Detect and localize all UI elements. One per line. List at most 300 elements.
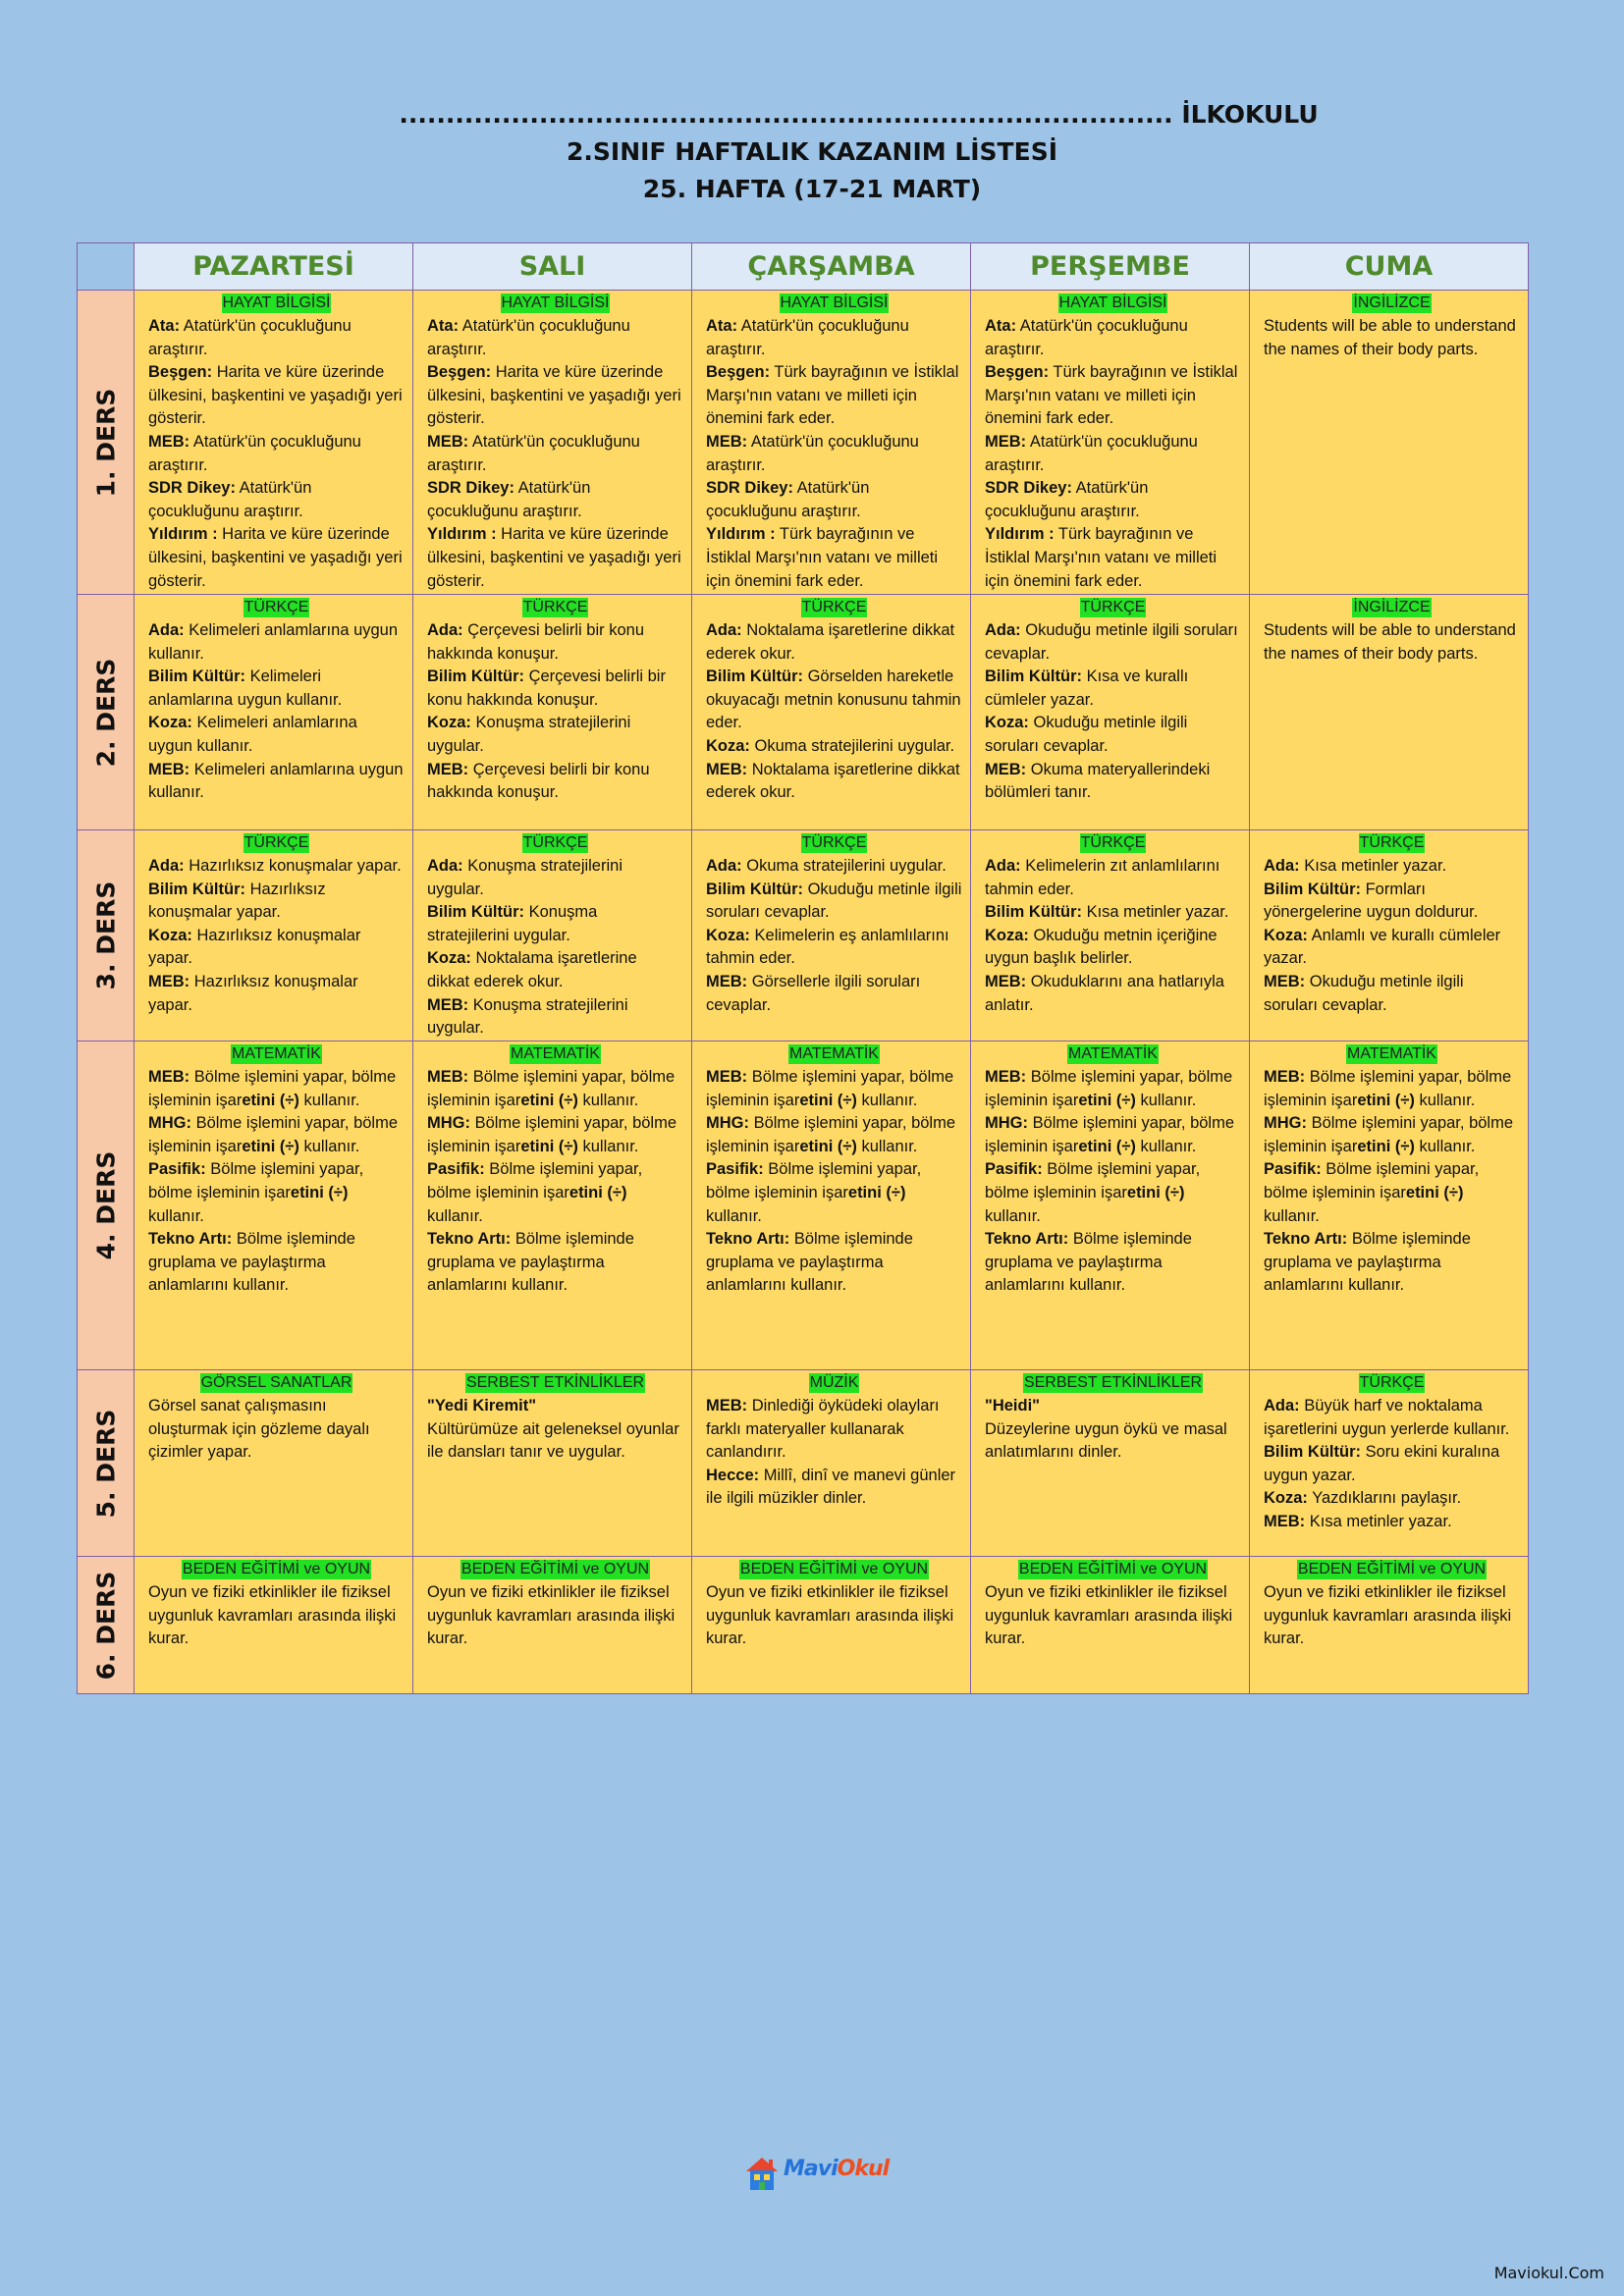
publisher-label: MEB: [148,972,190,990]
subject-label: TÜRKÇE [522,834,588,851]
lesson-label [78,291,135,595]
outcome-entry [427,477,683,523]
outcome-text: Çerçevesi belirli bir konu hakkında konuşur. [427,621,644,663]
publisher-label: Beşgen: [706,363,771,382]
publisher-label: Ata: [148,317,181,335]
publisher-label: Beşgen: [148,363,213,382]
outcome-text: Oyun ve fiziki etkinlikler ile fiziksel uygunluk kavramları arasında ilişki kurar. [985,1583,1233,1648]
outcome-text: Konuşma stratejilerini uygular. [427,857,623,898]
outcome-text-bold: etini (÷) [1078,1091,1136,1109]
publisher-label: Yıldırım : [148,525,218,544]
schedule-row [78,291,1529,595]
outcome-text: Millî, dinî ve manevi günler ile ilgili müzikler dinler. [706,1466,956,1508]
outcome-entry [1264,925,1520,971]
corner-cell [78,243,135,291]
outcome-text-tail: kullanır. [577,1137,639,1155]
publisher-label: MEB: [706,1397,748,1415]
outcome-text: Kelimeleri anlamlarına uygun kullanır. [148,714,357,755]
outcome-text-bold: etini (÷) [242,1091,299,1109]
lesson-label-text: 2. DERS [91,658,120,767]
outcome-text: Türk bayrağının ve İstiklal Marşı'nın vatanı ve milleti için önemini fark eder. [706,525,939,590]
outcome-text: Bölme işlemini yapar, bölme işleminin işar [706,1114,956,1155]
outcome-entry [706,1228,962,1298]
outcome-text-bold: etini (÷) [520,1091,578,1109]
outcome-text: Bölme işlemini yapar, bölme işleminin işar [985,1160,1201,1201]
outcome-text: Okuduğu metinle ilgili soruları cevaplar. [985,714,1188,755]
outcome-entry [706,1112,962,1158]
outcome-text: Görsel sanat çalışmasını oluşturmak için gözleme dayalı çizimler yapar. [148,1397,370,1462]
outcome-text: Hazırlıksız konuşmalar yapar. [148,926,361,968]
subject-heading [985,1042,1241,1066]
outcome-entry [1264,619,1520,666]
subject-heading [706,1042,962,1066]
publisher-label: Ata: [427,317,460,335]
publisher-label: Koza: [706,926,750,944]
publisher-label: Koza: [427,949,471,968]
outcome-entry [706,735,962,759]
schedule-cell [135,291,413,595]
subject-label: MÜZİK [809,1374,859,1391]
publisher-label: MHG: [706,1114,749,1133]
outcome-entry [1264,1511,1520,1534]
outcome-text-bold: etini (÷) [799,1137,857,1155]
subject-heading [706,1371,962,1395]
publisher-label: MEB: [427,760,469,778]
publisher-label: Ada: [148,621,185,639]
outcome-entry [148,477,405,523]
lesson-label [78,1370,135,1557]
outcome-entry [148,1395,405,1465]
outcome-text: Bölme işlemini yapar, bölme işleminin işar [1264,1114,1514,1155]
outcome-text: Bölme işleminde gruplama ve paylaştırma anlamlarını kullanır. [706,1230,913,1295]
subject-label: TÜRKÇE [801,599,867,615]
outcome-text: Atatürk'ün çocukluğunu araştırır. [427,479,591,520]
schedule-row [78,830,1529,1041]
publisher-label: Bilim Kültür: [1264,1443,1361,1462]
publisher-label: Hecce: [706,1466,760,1484]
publisher-label: Pasifik: [985,1160,1043,1179]
outcome-text: Atatürk'ün çocukluğunu araştırır. [706,432,919,474]
outcome-text-tail: kullanır. [856,1137,918,1155]
publisher-label: Ata: [706,317,738,335]
outcome-text: Atatürk'ün çocukluğunu araştırır. [427,432,640,474]
outcome-text-tail: kullanır. [298,1137,360,1155]
outcome-entry [985,971,1241,1017]
publisher-label: SDR Dikey: [985,479,1072,498]
schedule-cell [135,1557,413,1694]
outcome-text: Kelimeleri anlamlarına uygun kullanır. [148,760,404,802]
publisher-label: Bilim Kültür: [427,667,524,686]
outcome-entry [985,1581,1241,1651]
outcome-entry [427,994,683,1041]
subject-label: MATEMATİK [1347,1045,1436,1062]
schedule-cell [971,595,1250,830]
outcome-text: Harita ve küre üzerinde ülkesini, başkentini ve yaşadığı yeri gösterir. [148,525,403,590]
subject-heading [427,292,683,315]
subject-label: TÜRKÇE [1080,599,1146,615]
subject-heading [985,1371,1241,1395]
publisher-label: Bilim Kültür: [148,880,245,898]
site-url: Maviokul.Com [1493,2264,1604,2282]
outcome-entry [427,315,683,361]
outcome-entry [706,925,962,971]
subject-heading [427,596,683,619]
outcome-text: Kısa metinler yazar. [1299,857,1447,875]
schedule-cell [692,291,971,595]
lesson-label [78,830,135,1041]
outcome-entry [427,1228,683,1298]
publisher-label: Bilim Kültür: [1264,880,1361,898]
outcome-entry [985,901,1241,925]
outcome-entry [706,759,962,805]
schedule-cell [413,830,692,1041]
outcome-text: Atatürk'ün çocukluğunu araştırır. [148,432,361,474]
subject-label: İNGİLİZCE [1353,294,1431,311]
outcome-text-bold: etini (÷) [290,1183,349,1201]
schedule-cell [971,1370,1250,1557]
outcome-text: Kelimelerin zıt anlamlılarını tahmin eder. [985,857,1220,898]
lesson-label-text: 4. DERS [91,1150,120,1260]
outcome-text: Soru ekini kuralına uygun yazar. [1264,1443,1500,1484]
schedule-cell [971,830,1250,1041]
publisher-label: Bilim Kültür: [706,667,803,686]
outcome-text-bold: etini (÷) [1357,1091,1415,1109]
outcome-text-tail: kullanır. [1264,1206,1320,1225]
outcome-text-bold: etini (÷) [847,1183,906,1201]
outcome-entry [985,361,1241,431]
logo-text-okul: Okul [837,2157,890,2181]
publisher-label: MEB: [1264,1512,1306,1530]
schedule-cell [135,1041,413,1370]
outcome-entry [148,1581,405,1651]
outcome-text: Bölme işlemini yapar, bölme işleminin işar [427,1114,677,1155]
day-header-monday: PAZARTESİ [135,243,413,291]
schedule-cell [135,830,413,1041]
subject-heading [148,1371,405,1395]
outcome-entry [985,1395,1241,1418]
publisher-label: Bilim Kültür: [427,903,524,922]
subject-label: HAYAT BİLGİSİ [501,294,610,311]
maviokul-logo [742,2152,890,2195]
outcome-entry [148,879,405,925]
publisher-label: Koza: [706,736,750,755]
publisher-label: Pasifik: [706,1160,764,1179]
outcome-entry [427,431,683,477]
subject-heading [427,1042,683,1066]
publisher-label: SDR Dikey: [148,479,236,498]
outcome-text: Okuma stratejilerini uygular. [741,857,947,875]
publisher-label: Pasifik: [427,1160,485,1179]
outcome-entry [148,666,405,712]
subject-label: BEDEN EĞİTİMİ ve OYUN [1297,1561,1487,1577]
outcome-entry [985,1228,1241,1298]
subject-heading [706,596,962,619]
outcome-text: Bölme işleminde gruplama ve paylaştırma anlamlarını kullanır. [985,1230,1192,1295]
publisher-label: Tekno Artı: [427,1230,512,1249]
outcome-text: Dinlediği öyküdeki olayları farklı materyaller kullanarak canlandırır. [706,1397,940,1462]
outcome-entry [1264,1066,1520,1112]
outcome-entry [427,1395,683,1418]
schedule-cell [1250,1041,1529,1370]
outcome-entry [985,1418,1241,1465]
outcome-text-bold: etini (÷) [1078,1137,1136,1155]
outcome-entry [985,1066,1241,1112]
subject-heading [148,1042,405,1066]
lesson-label [78,1557,135,1694]
schedule-row [78,1370,1529,1557]
lesson-label [78,1041,135,1370]
day-header-row [78,243,1529,291]
schedule-row [78,1557,1529,1694]
publisher-label: Ata: [985,317,1017,335]
outcome-entry [1264,315,1520,361]
schedule-cell [413,595,692,830]
publisher-label: MEB: [1264,1068,1306,1086]
outcome-entry [985,1158,1241,1228]
outcome-entry [1264,1395,1520,1441]
schedule-row [78,1041,1529,1370]
outcome-entry [427,619,683,666]
subject-heading [985,831,1241,855]
subject-label: TÜRKÇE [1080,834,1146,851]
publisher-label: Koza: [148,714,192,732]
outcome-text-bold: etini (÷) [1405,1183,1464,1201]
publisher-label: MEB: [985,1068,1027,1086]
outcome-text: Okuduğu metnin içeriğine uygun başlık belirler. [985,926,1218,968]
outcome-text: Atatürk'ün çocukluğunu araştırır. [427,317,630,358]
outcome-entry [706,879,962,925]
outcome-text: Bölme işlemini yapar, bölme işleminin işar [706,1068,954,1109]
publisher-label: MHG: [1264,1114,1307,1133]
outcome-text: Oyun ve fiziki etkinlikler ile fiziksel uygunluk kavramları arasında ilişki kurar. [706,1583,954,1648]
schedule-cell [135,595,413,830]
outcome-entry [706,1465,962,1511]
subject-heading [148,292,405,315]
outcome-text: Kısa ve kurallı cümleler yazar. [985,667,1189,709]
publisher-label: Bilim Kültür: [148,667,245,686]
outcome-text: Bölme işlemini yapar, bölme işleminin işar [148,1068,397,1109]
outcome-text-bold: etini (÷) [242,1137,299,1155]
outcome-entry [706,1395,962,1465]
logo-text-mavi: Mavi [784,2157,838,2181]
outcome-text: Bölme işleminde gruplama ve paylaştırma anlamlarını kullanır. [148,1230,355,1295]
outcome-entry [427,712,683,758]
schedule-cell [1250,595,1529,830]
subject-label: MATEMATİK [789,1045,879,1062]
outcome-entry [985,666,1241,712]
publisher-label: Koza: [427,714,471,732]
outcome-text-bold: etini (÷) [520,1137,578,1155]
publisher-label: Koza: [1264,926,1308,944]
outcome-text: Bölme işleminde gruplama ve paylaştırma anlamlarını kullanır. [1264,1230,1471,1295]
outcome-entry [148,1066,405,1112]
publisher-label: Tekno Artı: [148,1230,233,1249]
subject-label: HAYAT BİLGİSİ [780,294,889,311]
lesson-label-text: 3. DERS [91,881,120,990]
outcome-text: Anlamlı ve kurallı cümleler yazar. [1264,926,1501,968]
publisher-label: MEB: [706,1068,748,1086]
outcome-text: Konuşma stratejilerini uygular. [427,903,598,944]
publisher-label: MEB: [148,1068,190,1086]
outcome-text: Okuduklarını ana hatlarıyla anlatır. [985,972,1224,1014]
subject-heading [148,596,405,619]
subject-label: TÜRKÇE [244,599,309,615]
schedule-cell [971,1557,1250,1694]
subject-heading [1264,292,1520,315]
outcome-entry [427,1112,683,1158]
outcome-text: Atatürk'ün çocukluğunu araştırır. [148,317,352,358]
publisher-label: Ada: [1264,857,1300,875]
outcome-entry [1264,971,1520,1017]
publisher-label: Tekno Artı: [706,1230,790,1249]
outcome-text-tail: kullanır. [148,1206,204,1225]
subject-label: TÜRKÇE [1359,1374,1425,1391]
schedule-cell [692,830,971,1041]
publisher-label: Yıldırım : [427,525,497,544]
outcome-entry [427,1158,683,1228]
publisher-label: Bilim Kültür: [985,667,1082,686]
subject-label: HAYAT BİLGİSİ [222,294,331,311]
outcome-entry [427,1418,683,1465]
subject-heading [985,1558,1241,1581]
schedule-cell [1250,1370,1529,1557]
subject-heading [706,292,962,315]
outcome-text: Atatürk'ün çocukluğunu araştırır. [985,432,1198,474]
outcome-text: Bölme işlemini yapar, bölme işleminin işar [427,1068,676,1109]
outcome-text: Konuşma stratejilerini uygular. [427,995,628,1038]
outcome-text: Okuduğu metinle ilgili soruları cevaplar. [985,621,1238,663]
schedule-cell [1250,1557,1529,1694]
outcome-text: Bölme işlemini yapar, bölme işleminin işar [1264,1068,1512,1109]
outcome-text-tail: kullanır. [1135,1137,1197,1155]
outcome-text: Kelimeleri anlamlarına uygun kullanır. [148,621,399,663]
publisher-label: Yıldırım : [985,525,1055,544]
subject-heading [1264,831,1520,855]
subject-label: MATEMATİK [511,1045,600,1062]
outcome-text: Atatürk'ün çocukluğunu araştırır. [706,479,870,520]
publisher-label: MEB: [985,760,1027,778]
day-header-wednesday: ÇARŞAMBA [692,243,971,291]
outcome-text-tail: kullanır. [1414,1091,1476,1109]
outcome-text: Kelimelerin eş anlamlılarını tahmin eder. [706,926,949,968]
schedule-cell [1250,830,1529,1041]
page-header [0,96,1624,208]
subject-heading [985,292,1241,315]
outcome-text: Formları yönergelerine uygun doldurur. [1264,880,1479,922]
outcome-text: Kelimeleri anlamlarına uygun kullanır. [148,667,343,709]
outcome-entry [1264,1228,1520,1298]
subject-label: MATEMATİK [1068,1045,1158,1062]
publisher-label: Bilim Kültür: [985,903,1082,922]
schedule-row [78,595,1529,830]
outcome-text: Çerçevesi belirli bir konu hakkında konuşur. [427,667,666,709]
outcome-entry [1264,879,1520,925]
weekly-schedule-table [77,242,1529,1694]
outcome-entry [706,666,962,735]
outcome-text-bold: etini (÷) [1126,1183,1185,1201]
outcome-text-tail: kullanır. [1135,1091,1197,1109]
outcome-text: Oyun ve fiziki etkinlikler ile fiziksel uygunluk kavramları arasında ilişki kurar. [427,1583,676,1648]
outcome-text: Harita ve küre üzerinde ülkesini, başkentini ve yaşadığı yeri gösterir. [148,363,403,428]
schedule-cell [413,1557,692,1694]
subject-heading [427,1558,683,1581]
publisher-label: Ada: [427,857,463,875]
outcome-text-bold: etini (÷) [799,1091,857,1109]
publisher-label: MEB: [985,432,1027,451]
subject-heading [706,1558,962,1581]
subject-heading [1264,1042,1520,1066]
schedule-cell [692,595,971,830]
subject-label: MATEMATİK [232,1045,321,1062]
subject-label: TÜRKÇE [801,834,867,851]
publisher-label: MEB: [427,995,469,1014]
schedule-cell [135,1370,413,1557]
subject-label: BEDEN EĞİTİMİ ve OYUN [182,1561,371,1577]
subject-heading [1264,596,1520,619]
subject-label: SERBEST ETKİNLİKLER [1023,1374,1203,1391]
publisher-label: Koza: [148,926,192,944]
schedule-cell [1250,291,1529,595]
publisher-label: MEB: [985,972,1027,990]
publisher-label: MEB: [1264,972,1306,990]
outcome-entry [1264,1487,1520,1511]
outcome-text-tail: kullanır. [298,1091,360,1109]
outcome-text: Bölme işlemini yapar, bölme işleminin işar [148,1114,399,1155]
subject-heading [1264,1371,1520,1395]
schedule-cell [413,291,692,595]
subject-heading [148,831,405,855]
outcome-text-bold: etini (÷) [568,1183,627,1201]
outcome-text: Türk bayrağının ve İstiklal Marşı'nın vatanı ve milleti için önemini fark eder. [985,363,1238,428]
subject-label: TÜRKÇE [1359,834,1425,851]
publisher-label: Beşgen: [985,363,1050,382]
outcome-text: Atatürk'ün çocukluğunu araştırır. [985,317,1188,358]
outcome-text: Harita ve küre üzerinde ülkesini, başkentini ve yaşadığı yeri gösterir. [427,363,681,428]
schedule-body [78,291,1529,1694]
subject-label: BEDEN EĞİTİMİ ve OYUN [1018,1561,1208,1577]
subject-heading [427,1371,683,1395]
outcome-text-tail: kullanır. [577,1091,639,1109]
outcome-text: Noktalama işaretlerine dikkat ederek okur. [706,760,960,802]
outcome-entry [427,523,683,593]
outcome-entry [148,619,405,666]
outcome-entry [985,619,1241,666]
subject-heading [1264,1558,1520,1581]
day-header-friday: CUMA [1250,243,1529,291]
outcome-entry [985,925,1241,971]
outcome-text: Students will be able to understand the names of their body parts. [1264,317,1516,358]
outcome-entry [706,523,962,593]
outcome-text: Türk bayrağının ve İstiklal Marşı'nın vatanı ve milleti için önemini fark eder. [706,363,959,428]
outcome-text: Bölme işleminde gruplama ve paylaştırma anlamlarını kullanır. [427,1230,634,1295]
outcome-entry [985,477,1241,523]
outcome-text: Büyük harf ve noktalama işaretlerini uygun yerlerde kullanır. [1264,1397,1510,1438]
outcome-entry [427,1581,683,1651]
publisher-label: Ada: [706,621,742,639]
publisher-label: Ada: [706,857,742,875]
outcome-entry [427,666,683,712]
outcome-entry [148,361,405,431]
outcome-text: Noktalama işaretlerine dikkat ederek okur. [427,949,637,990]
outcome-text: Bölme işlemini yapar, bölme işleminin işar [148,1160,364,1201]
subject-label: TÜRKÇE [244,834,309,851]
publisher-label: MEB: [706,432,748,451]
logo-text [784,2157,889,2181]
outcome-entry [1264,1112,1520,1158]
outcome-text-bold: etini (÷) [1357,1137,1415,1155]
publisher-label: Ada: [427,621,463,639]
outcome-entry [427,855,683,901]
